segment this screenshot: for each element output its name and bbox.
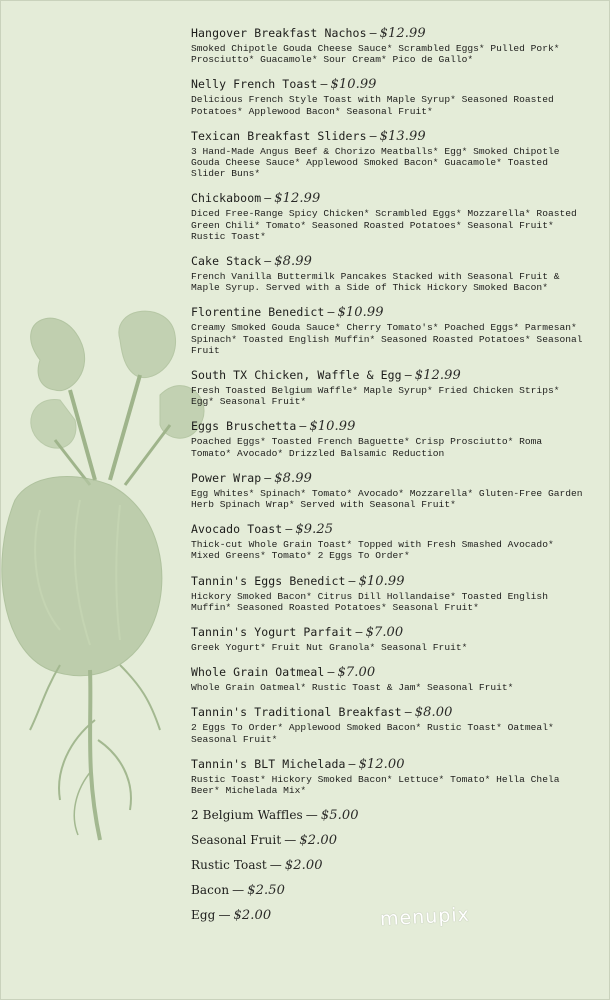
side-item-header (191, 833, 586, 848)
separator-dash: — (327, 665, 335, 680)
menu-item-name: Nelly French Toast (191, 77, 318, 92)
side-item-price: $2.00 (233, 908, 272, 924)
menu-item (191, 368, 586, 407)
menu-item-price: $7.00 (365, 625, 404, 641)
menu-item-name: Avocado Toast (191, 522, 283, 537)
separator-dash: — (369, 26, 377, 40)
separator-dash: — (232, 883, 245, 898)
menu-item-price: $8.99 (274, 254, 312, 270)
menu-item-description: Greek Yogurt* Fruit Nut Granola* Seasonal Fruit* (191, 642, 468, 654)
menu-item (191, 305, 586, 356)
side-item (191, 883, 586, 898)
menu-item-price: $12.99 (274, 191, 321, 207)
menu-item (191, 522, 586, 561)
separator-dash: — (369, 128, 377, 143)
menu-item (191, 705, 586, 744)
side-item-price: $5.00 (320, 808, 359, 824)
menu-item-price: $13.99 (379, 128, 426, 144)
menu-item-name: Florentine Benedict (191, 305, 325, 320)
menu-item-price: $8.00 (414, 705, 453, 721)
menu-item-name: Texican Breakfast Sliders (191, 128, 367, 143)
menu-item-description: Diced Free-Range Spicy Chicken* Scrambled Eggs* Mozzarella* Roasted Green Chili* Tomato* Seasoned Roasted Potatoes* Seasonal Fruit* Rustic Toast* (191, 208, 577, 242)
menu-item-name: Power Wrap (191, 470, 262, 485)
separator-dash: — (269, 858, 282, 873)
side-item-price: $2.00 (284, 858, 323, 874)
menu-item-price: $10.99 (358, 573, 405, 589)
menu-item (191, 757, 586, 796)
separator-dash: — (284, 833, 297, 848)
side-item (191, 858, 586, 873)
side-item-name: Seasonal Fruit (191, 833, 282, 848)
separator-dash: — (327, 305, 335, 320)
menu-item-price: $7.00 (337, 665, 376, 681)
menu-item-header (191, 419, 586, 434)
menu-item-price: $10.99 (337, 305, 384, 321)
menu-item (191, 574, 586, 613)
menu-item-header (191, 26, 586, 41)
menu-item-header (191, 254, 586, 269)
menu-item-price: $12.99 (414, 368, 461, 384)
menu-item-header (191, 705, 586, 720)
menu-item-name: Chickaboom (191, 191, 262, 206)
separator-dash: — (404, 368, 412, 383)
separator-dash: — (299, 419, 307, 434)
side-item-price: $2.50 (247, 883, 285, 899)
side-item-header (191, 858, 586, 873)
side-item-name: Egg (191, 908, 216, 923)
menu-item-header (191, 305, 586, 320)
menu-item-price: $8.99 (274, 470, 312, 486)
menu-item-name: Tannin's BLT Michelada (191, 756, 346, 771)
menu-item (191, 665, 586, 693)
menu-item-description: 2 Eggs To Order* Applewood Smoked Bacon* Rustic Toast* Oatmeal* Seasonal Fruit* (191, 722, 554, 745)
separator-dash: — (320, 77, 328, 92)
menu-item-price: $9.25 (295, 522, 334, 538)
menu-item (191, 191, 586, 242)
menu-item-price: $12.99 (379, 26, 426, 41)
separator-dash: — (264, 470, 272, 485)
menu-item-description: Whole Grain Oatmeal* Rustic Toast & Jam* Seasonal Fruit* (191, 682, 514, 694)
menu-item (191, 419, 586, 458)
menu-item-description: Fresh Toasted Belgium Waffle* Maple Syrup* Fried Chicken Strips* Egg* Seasonal Fruit* (191, 385, 560, 408)
menu-item-header (191, 625, 586, 640)
menu-item-name: Cake Stack (191, 254, 262, 269)
menu-item (191, 77, 586, 116)
menu-list (191, 26, 586, 933)
side-item (191, 808, 586, 823)
menu-item-header (191, 522, 586, 537)
menu-item-price: $10.99 (309, 419, 356, 435)
menu-item-price: $10.99 (330, 77, 377, 93)
side-item-header (191, 883, 586, 898)
side-item-name: Bacon (191, 883, 230, 898)
menu-item (191, 254, 586, 293)
separator-dash: — (305, 808, 318, 823)
menu-item-name: Hangover Breakfast Nachos (191, 26, 367, 40)
menu-item-description: French Vanilla Buttermilk Pancakes Stacked with Seasonal Fruit & Maple Syrup. Served with a Side of Thick Hickory Smoked Bacon* (191, 271, 560, 294)
separator-dash: — (264, 254, 272, 269)
menu-item (191, 625, 586, 653)
menu-item-description: Poached Eggs* Toasted French Baguette* Crisp Prosciutto* Roma Tomato* Avocado* Drizzled Balsamic Reduction (191, 436, 543, 459)
menu-item-name: Whole Grain Oatmeal (191, 665, 325, 680)
separator-dash: — (218, 908, 231, 923)
menu-item-description: Smoked Chipotle Gouda Cheese Sauce* Scrambled Eggs* Pulled Pork* Prosciutto* Guacamole* Sour Cream* Pico de Gallo* (191, 43, 560, 66)
menu-item-description: Hickory Smoked Bacon* Citrus Dill Hollandaise* Toasted English Muffin* Seasoned Roasted Potatoes* Seasonal Fruit* (191, 590, 548, 613)
menu-item-header (191, 574, 586, 589)
side-item-name: 2 Belgium Waffles (191, 808, 303, 823)
menu-item-price: $12.00 (358, 756, 405, 772)
menu-item-name: Eggs Bruschetta (191, 419, 297, 434)
menu-item (191, 26, 586, 65)
menu-item-name: Tannin's Traditional Breakfast (191, 705, 402, 720)
menu-item-header (191, 368, 586, 383)
side-item-price: $2.00 (299, 833, 338, 849)
separator-dash: — (285, 522, 293, 537)
menu-item-description: 3 Hand-Made Angus Beef & Chorizo Meatballs* Egg* Smoked Chipotle Gouda Cheese Sauce* Applewood Smoked Bacon* Guacamole* Toasted Slider Buns* (191, 145, 560, 180)
menu-item-description: Creamy Smoked Gouda Sauce* Cherry Tomato's* Poached Eggs* Parmesan* Spinach* Toasted English Muffin* Seasoned Roasted Potatoes* Seasonal Fruit (191, 322, 583, 356)
menu-item-header (191, 757, 586, 772)
menu-item-name: Tannin's Yogurt Parfait (191, 625, 353, 640)
beet-illustration (0, 300, 220, 860)
menu-item (191, 471, 586, 510)
side-item-name: Rustic Toast (191, 858, 267, 873)
menu-item-header (191, 471, 586, 486)
menu-item-header (191, 77, 586, 92)
separator-dash: — (264, 191, 272, 206)
separator-dash: — (355, 625, 363, 640)
separator-dash: — (404, 705, 412, 720)
menu-item-name: Tannin's Eggs Benedict (191, 573, 346, 588)
menu-item-description: Delicious French Style Toast with Maple Syrup* Seasoned Roasted Potatoes* Applewood Bacon* Seasonal Fruit* (191, 94, 554, 117)
menu-item-name: South TX Chicken, Waffle & Egg (191, 368, 402, 383)
separator-dash: — (348, 573, 356, 588)
menu-item-description: Egg Whites* Spinach* Tomato* Avocado* Mozzarella* Gluten-Free Garden Herb Spinach Wrap* Served with Seasonal Fruit* (191, 487, 583, 511)
menu-item-header (191, 191, 586, 206)
menu-item-description: Rustic Toast* Hickory Smoked Bacon* Lettuce* Tomato* Hella Chela Beer* Michelada Mix* (191, 773, 560, 797)
menu-item-header (191, 129, 586, 144)
side-item-header (191, 808, 586, 823)
menu-item (191, 129, 586, 180)
separator-dash: — (348, 756, 356, 771)
menu-item-header (191, 665, 586, 680)
menu-item-description: Thick-cut Whole Grain Toast* Topped with Fresh Smashed Avocado* Mixed Greens* Tomato* 2 Eggs To Order* (191, 539, 554, 562)
side-item (191, 833, 586, 848)
watermark: menupix (379, 903, 471, 931)
